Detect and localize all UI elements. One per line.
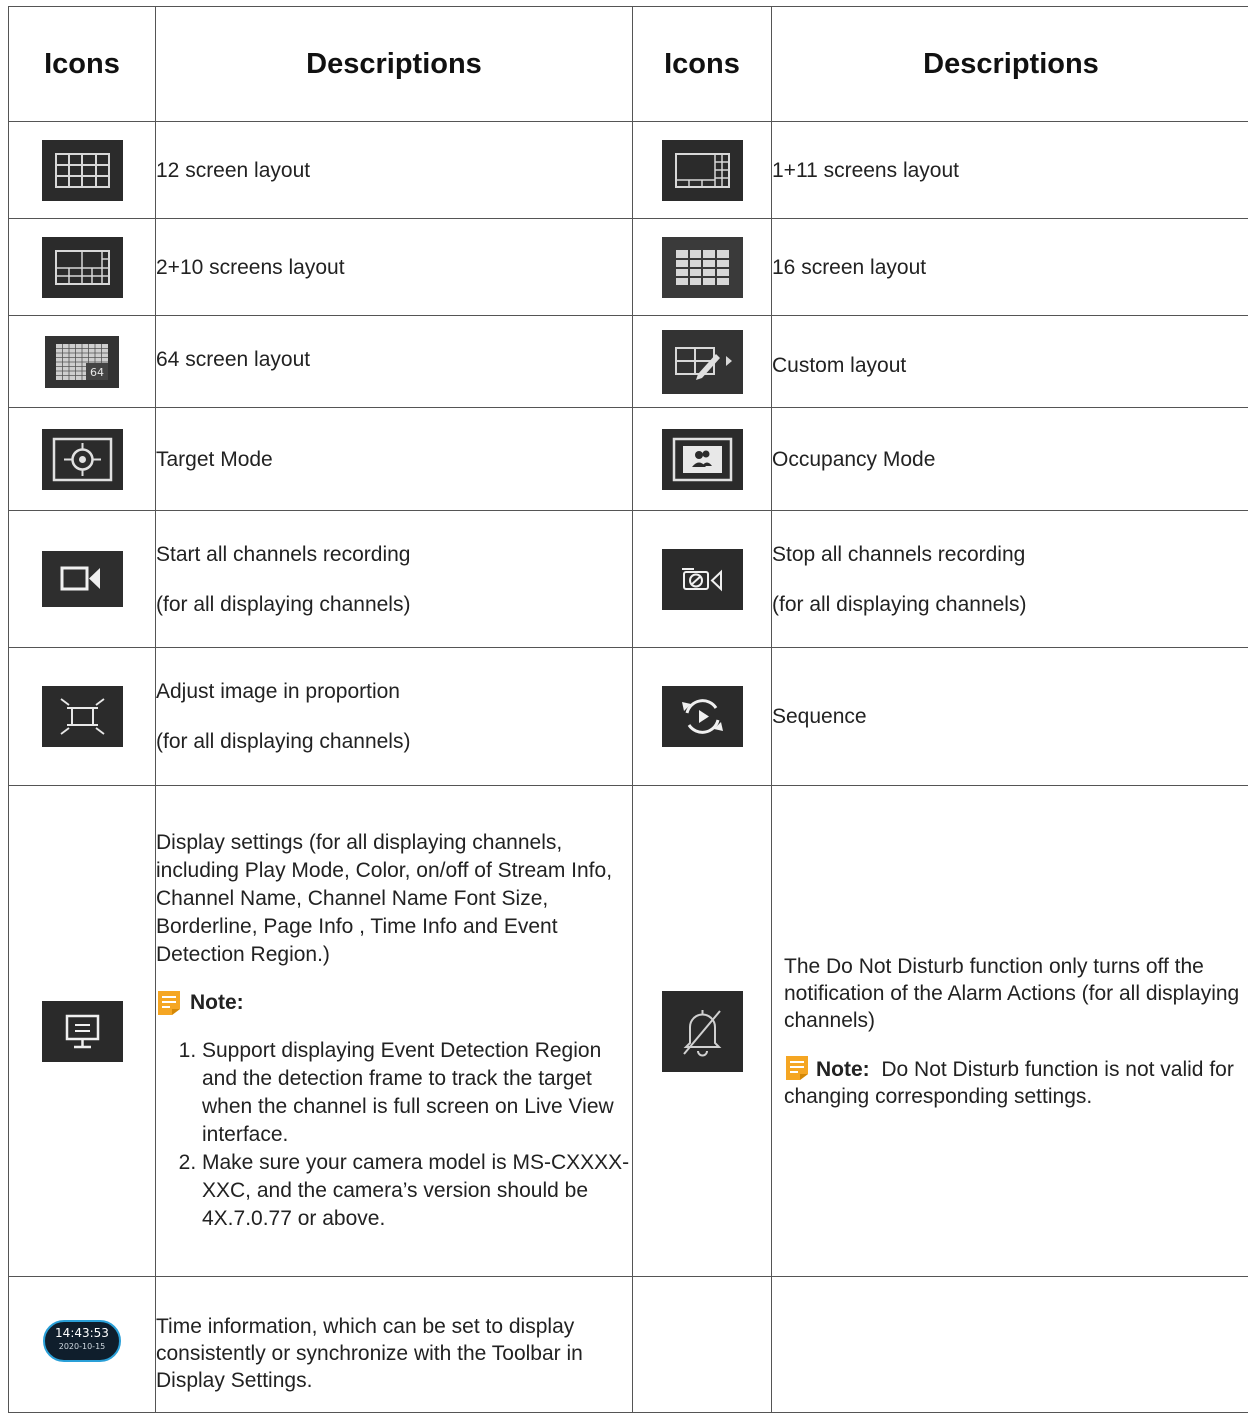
description-text: Sequence <box>772 705 867 728</box>
layout-1-11-icon <box>662 140 743 201</box>
note-label: Note: <box>190 991 244 1014</box>
time-info-text: Time information, which can be set to display consistently or synchronize with the Toolbar in Display Settings. <box>156 1315 583 1392</box>
description-subtext: (for all displaying channels) <box>156 592 411 616</box>
sequence-icon <box>662 686 743 747</box>
header-descriptions: Descriptions <box>772 7 1248 122</box>
layout-12-icon <box>42 140 123 201</box>
note-icon <box>784 1054 810 1082</box>
table-row <box>9 1277 1248 1413</box>
target-mode-icon <box>42 429 123 490</box>
description-text: 16 screen layout <box>772 255 927 279</box>
note-text: Do Not Disturb function is not valid for changing corresponding settings. <box>784 1057 1234 1108</box>
display-settings-text: Display settings (for all displaying channels, including Play Mode, Color, on/off of Stream Info, Channel Name, Channel Name Font Size, Borderline, Page Info , Time Info and Event Detection Region.) <box>156 831 613 966</box>
table-row <box>9 786 1248 1277</box>
empty-cell <box>772 1277 1248 1413</box>
description-text: Stop all channels recording <box>772 542 1026 566</box>
layout-64-label: 64 <box>90 365 104 379</box>
do-not-disturb-text: The Do Not Disturb function only turns off the notification of the Alarm Actions (for all displaying channels) <box>784 954 1240 1032</box>
description-subtext: (for all displaying channels) <box>772 592 1027 616</box>
monitor-icon <box>42 1001 123 1062</box>
description-subtext: (for all displaying channels) <box>156 730 411 753</box>
table-row <box>9 122 1248 219</box>
start-recording-icon <box>42 551 123 607</box>
description-text: Adjust image in proportion <box>156 680 400 703</box>
adjust-proportion-icon <box>42 686 123 747</box>
note-list <box>156 1037 632 1233</box>
time-badge-date: 2020-10-15 <box>58 1342 106 1351</box>
header-descriptions: Descriptions <box>156 7 633 122</box>
stop-recording-icon <box>662 549 743 610</box>
table-row <box>9 648 1248 786</box>
table-row <box>9 219 1248 316</box>
occupancy-mode-icon <box>662 429 743 490</box>
note-label: Note: <box>816 1057 870 1081</box>
table-row <box>9 316 1248 408</box>
description-text: Custom layout <box>772 354 907 377</box>
description-text: Occupancy Mode <box>772 447 936 471</box>
custom-layout-icon <box>662 330 743 394</box>
layout-64-icon <box>45 336 119 388</box>
header-icons: Icons <box>633 7 772 122</box>
table-row <box>9 408 1248 511</box>
empty-cell <box>633 1277 772 1413</box>
description-text: 12 screen layout <box>156 158 311 182</box>
note-inline <box>784 1054 1248 1110</box>
table-row <box>9 511 1248 648</box>
description-text: 1+11 screens layout <box>772 158 959 182</box>
layout-16-icon <box>662 237 743 298</box>
list-item: 1. Support displaying Event Detection Region and the detection frame to track the target when the channel is full screen on Live View interface. <box>202 1037 632 1149</box>
bell-off-icon <box>662 991 743 1072</box>
list-item: 2. Make sure your camera model is MS-CXXXX-XXC, and the camera’s version should be 4X.7.0.77 or above. <box>202 1149 632 1233</box>
icon-description-table <box>8 6 1248 1413</box>
description-text: Target Mode <box>156 447 273 471</box>
description-text: 2+10 screens layout <box>156 255 345 279</box>
header-icons: Icons <box>9 7 156 122</box>
layout-2-10-icon <box>42 237 123 298</box>
description-text: Start all channels recording <box>156 542 411 566</box>
note-heading <box>156 989 632 1017</box>
time-badge-time: 14:43:53 <box>55 1326 109 1340</box>
note-icon <box>156 989 182 1017</box>
table-header-row <box>9 7 1248 122</box>
description-text: 64 screen layout <box>156 348 311 371</box>
time-badge-icon <box>43 1320 121 1362</box>
